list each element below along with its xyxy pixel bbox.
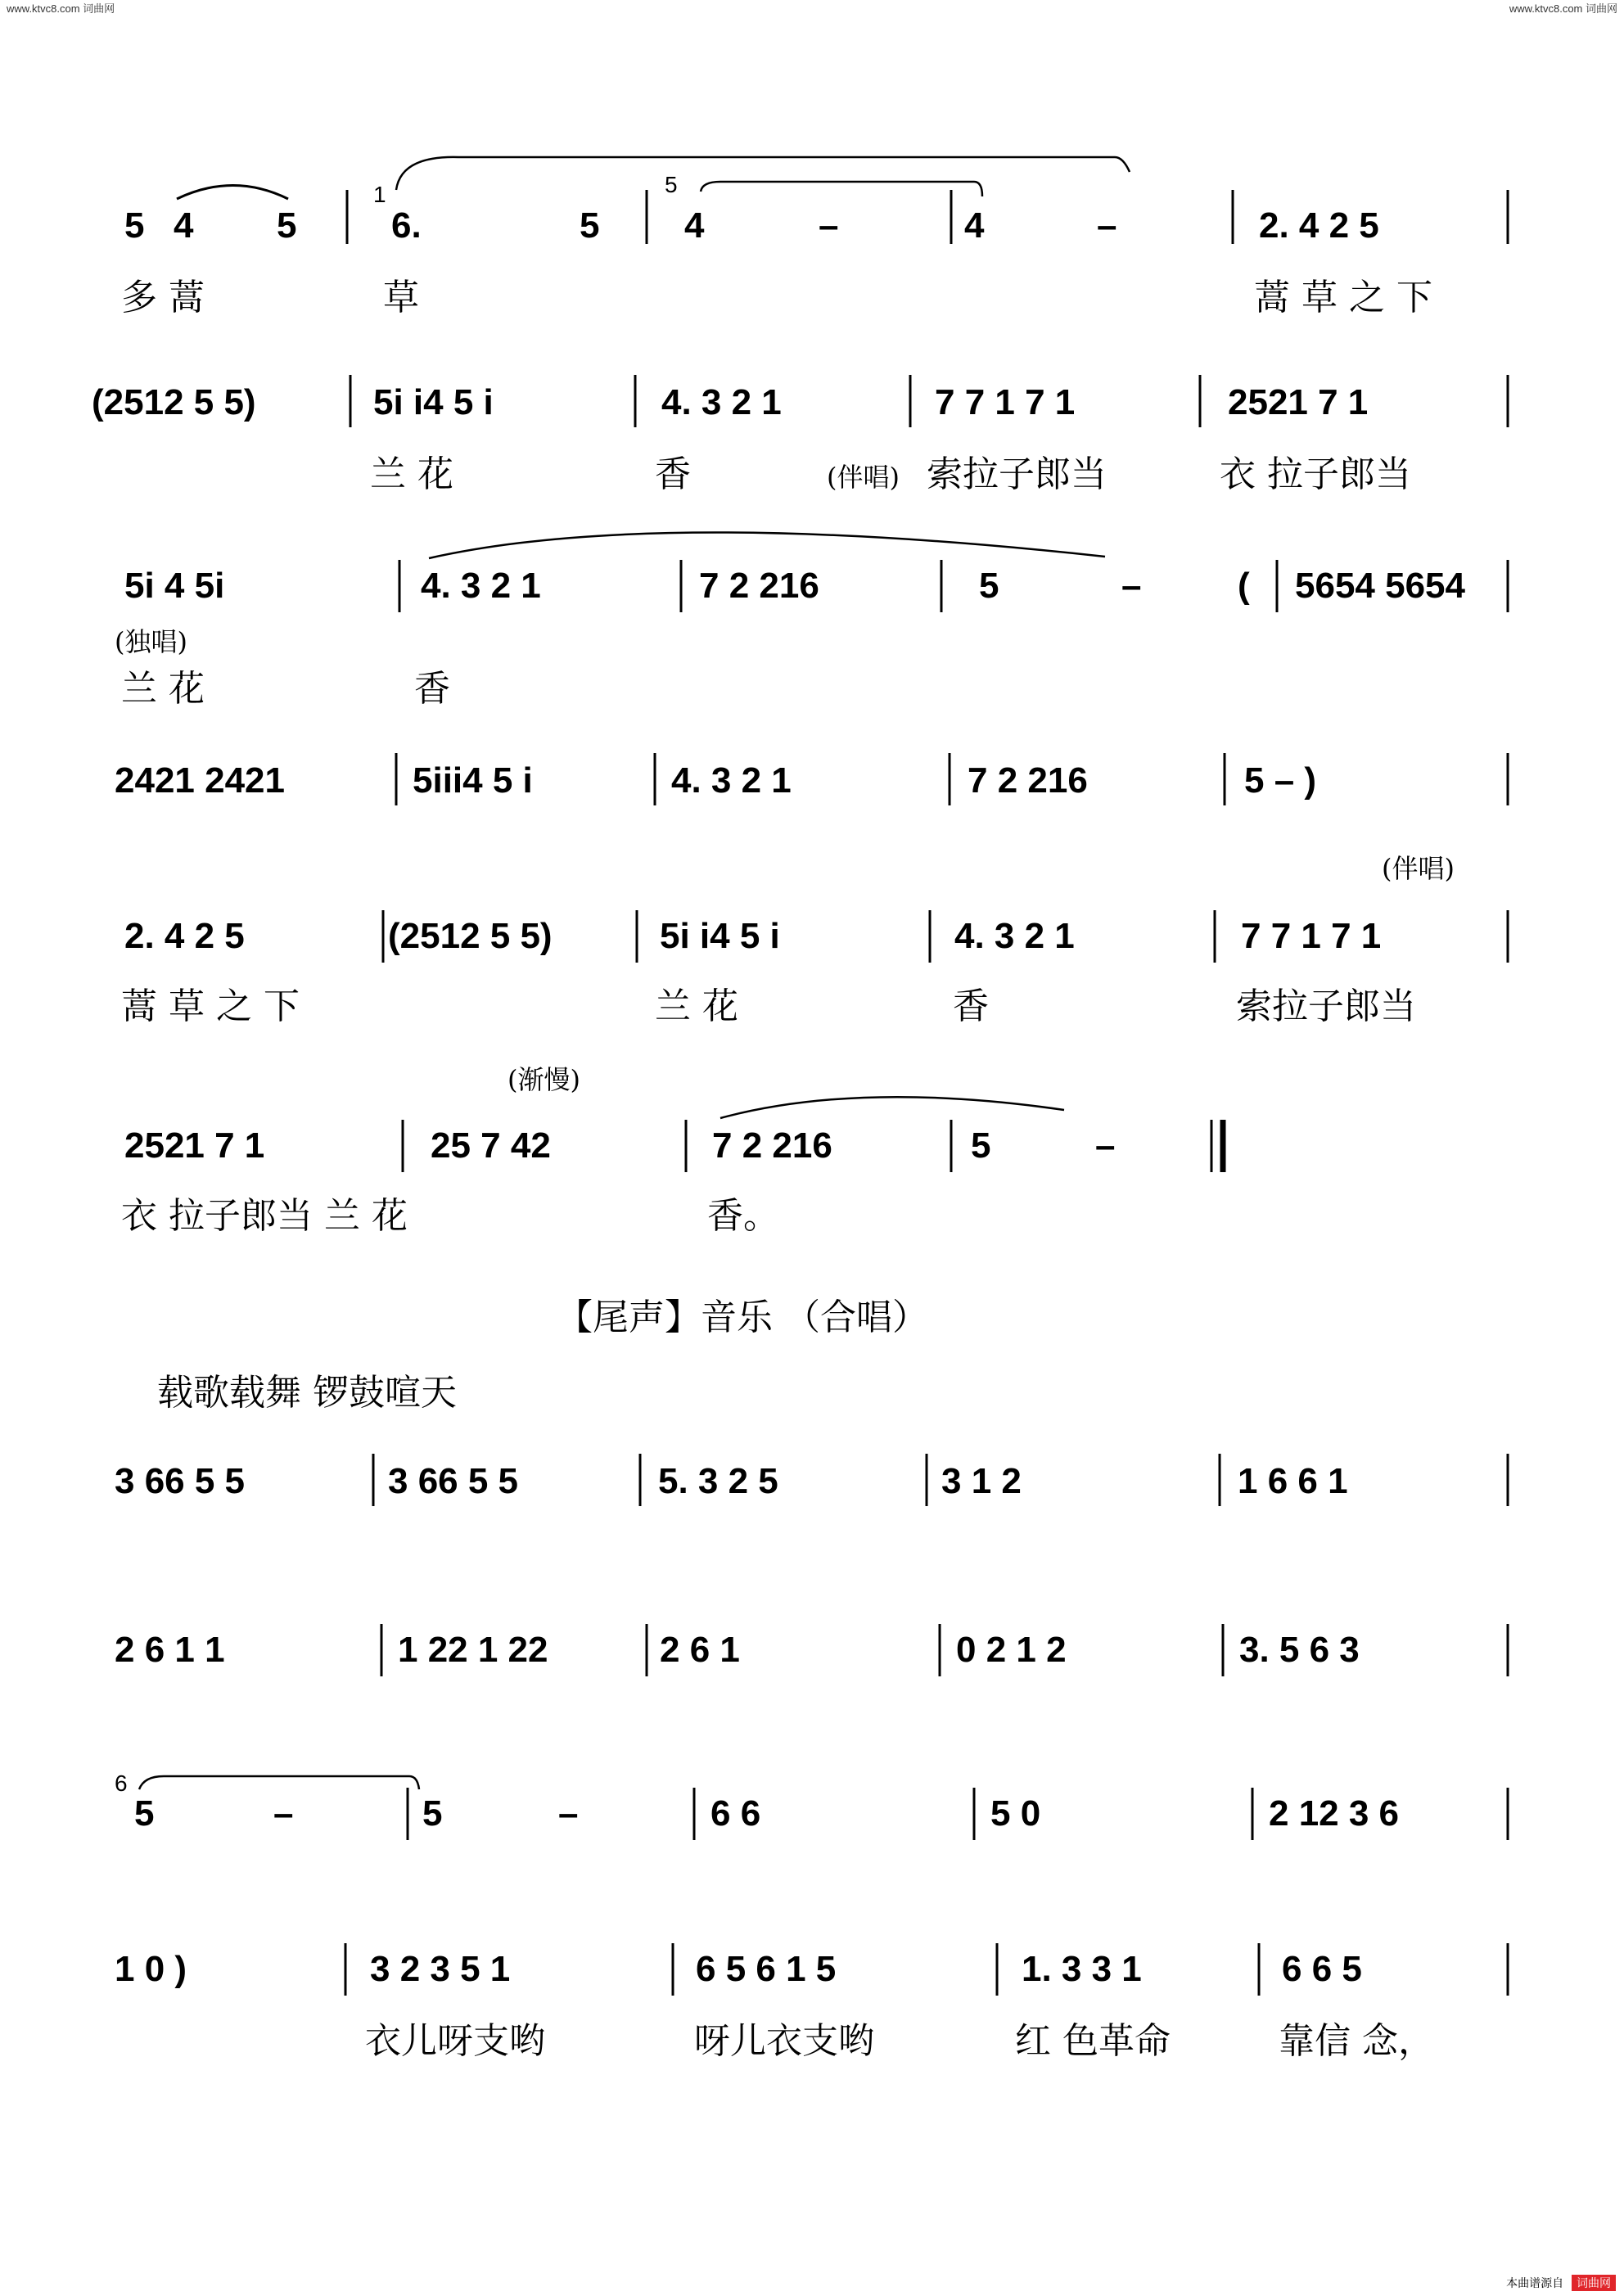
svg-text:香。: 香。 bbox=[707, 1195, 779, 1237]
svg-text:6: 6 bbox=[115, 1770, 128, 1796]
svg-text:2 12 3 6: 2 12 3 6 bbox=[1269, 1793, 1400, 1834]
svg-text:衣 拉子郎当 兰 花: 衣 拉子郎当 兰 花 bbox=[121, 1195, 408, 1237]
svg-text:2. 4 2 5: 2. 4 2 5 bbox=[1259, 205, 1379, 246]
svg-text:4: 4 bbox=[174, 205, 194, 246]
svg-text:2 6 1 1: 2 6 1 1 bbox=[115, 1630, 225, 1670]
svg-text:5654 5654: 5654 5654 bbox=[1295, 566, 1465, 606]
svg-text:兰 花: 兰 花 bbox=[655, 986, 738, 1027]
row-2 bbox=[92, 375, 1508, 495]
svg-text:25 7 42: 25 7 42 bbox=[431, 1125, 551, 1166]
svg-text:–: – bbox=[819, 205, 839, 246]
svg-text:香: 香 bbox=[655, 453, 691, 495]
header-left: www.ktvc8.com 词曲网 bbox=[7, 2, 115, 15]
svg-text:3 66 5 5: 3 66 5 5 bbox=[115, 1461, 246, 1501]
svg-text:呀儿衣支哟: 呀儿衣支哟 bbox=[694, 2020, 874, 2062]
svg-text:(2512 5 5): (2512 5 5) bbox=[388, 916, 553, 956]
row-6 bbox=[121, 1064, 1223, 1237]
row-9 bbox=[115, 1770, 1508, 1840]
row-7 bbox=[115, 1454, 1508, 1506]
svg-text:(: ( bbox=[1238, 566, 1250, 606]
svg-text:多 蒿: 多 蒿 bbox=[121, 277, 205, 318]
svg-text:4. 3 2 1: 4. 3 2 1 bbox=[421, 566, 541, 606]
svg-text:7 2 216: 7 2 216 bbox=[968, 760, 1088, 801]
svg-text:–: – bbox=[558, 1793, 579, 1834]
svg-text:–: – bbox=[1121, 566, 1142, 606]
svg-text:兰 花: 兰 花 bbox=[370, 453, 453, 495]
svg-text:2 6 1: 2 6 1 bbox=[660, 1630, 740, 1670]
svg-text:索拉子郎当: 索拉子郎当 bbox=[927, 453, 1107, 495]
svg-text:5 – ): 5 – ) bbox=[1244, 760, 1317, 801]
svg-text:草: 草 bbox=[383, 277, 419, 318]
svg-text:6 6 5: 6 6 5 bbox=[1282, 1949, 1362, 1989]
svg-text:5: 5 bbox=[979, 566, 999, 606]
svg-text:1. 3 3 1: 1. 3 3 1 bbox=[1022, 1949, 1142, 1989]
svg-text:5 0: 5 0 bbox=[990, 1793, 1041, 1834]
svg-text:5: 5 bbox=[971, 1125, 991, 1166]
svg-text:3. 5 6 3: 3. 5 6 3 bbox=[1239, 1630, 1360, 1670]
svg-text:3 2 3 5 1: 3 2 3 5 1 bbox=[370, 1949, 511, 1989]
svg-text:4. 3 2 1: 4. 3 2 1 bbox=[671, 760, 792, 801]
svg-text:4. 3 2 1: 4. 3 2 1 bbox=[954, 916, 1075, 956]
row-5 bbox=[121, 853, 1508, 1027]
svg-text:红 色革命: 红 色革命 bbox=[1015, 2020, 1171, 2062]
svg-text:5: 5 bbox=[580, 205, 600, 246]
svg-text:5: 5 bbox=[277, 205, 297, 246]
svg-text:2. 4 2 5: 2. 4 2 5 bbox=[124, 916, 245, 956]
svg-text:(伴唱): (伴唱) bbox=[827, 462, 900, 493]
svg-text:3 66 5 5: 3 66 5 5 bbox=[388, 1461, 519, 1501]
footer-source: 本曲谱源自 bbox=[1506, 2276, 1564, 2289]
header-right: www.ktvc8.com 词曲网 bbox=[1509, 2, 1617, 15]
svg-text:4: 4 bbox=[684, 205, 705, 246]
svg-text:香: 香 bbox=[414, 668, 450, 710]
svg-text:7 7 1 7 1: 7 7 1 7 1 bbox=[935, 382, 1076, 422]
svg-text:0 2 1 2: 0 2 1 2 bbox=[956, 1630, 1067, 1670]
svg-text:7 7 1 7 1: 7 7 1 7 1 bbox=[1241, 916, 1382, 956]
svg-text:衣儿呀支哟: 衣儿呀支哟 bbox=[365, 2020, 545, 2062]
svg-text:(伴唱): (伴唱) bbox=[1382, 853, 1455, 884]
svg-text:–: – bbox=[273, 1793, 294, 1834]
section-subtitle: 载歌载舞 锣鼓喧天 bbox=[157, 1372, 457, 1414]
section-title: 【尾声】音乐 （合唱） bbox=[557, 1297, 928, 1338]
svg-text:6 6: 6 6 bbox=[710, 1793, 761, 1834]
svg-text:香: 香 bbox=[953, 986, 989, 1027]
svg-text:5iii4 5 i: 5iii4 5 i bbox=[413, 760, 533, 801]
svg-text:7 2 216: 7 2 216 bbox=[712, 1125, 832, 1166]
svg-text:6 5 6 1 5: 6 5 6 1 5 bbox=[696, 1949, 837, 1989]
footer-brand[interactable]: 词曲网 bbox=[1572, 2275, 1616, 2291]
svg-text:5i i4 5 i: 5i i4 5 i bbox=[660, 916, 780, 956]
svg-text:6.: 6. bbox=[391, 205, 422, 246]
svg-text:(渐慢): (渐慢) bbox=[508, 1064, 580, 1095]
svg-text:4. 3 2 1: 4. 3 2 1 bbox=[661, 382, 782, 422]
svg-text:7 2 216: 7 2 216 bbox=[699, 566, 819, 606]
row-1 bbox=[121, 157, 1508, 318]
svg-text:5i i4 5 i: 5i i4 5 i bbox=[373, 382, 494, 422]
svg-text:5i 4 5i: 5i 4 5i bbox=[124, 566, 225, 606]
svg-text:靠信 念，: 靠信 念， bbox=[1279, 2020, 1434, 2062]
svg-text:–: – bbox=[1097, 205, 1117, 246]
svg-text:蒿 草 之 下: 蒿 草 之 下 bbox=[121, 986, 300, 1027]
svg-text:兰 花: 兰 花 bbox=[121, 668, 205, 710]
svg-text:1 6 6 1: 1 6 6 1 bbox=[1238, 1461, 1348, 1501]
svg-text:3 1 2: 3 1 2 bbox=[941, 1461, 1022, 1501]
row-3 bbox=[115, 532, 1508, 710]
svg-text:5: 5 bbox=[665, 172, 678, 197]
svg-text:1 22 1 22: 1 22 1 22 bbox=[398, 1630, 548, 1670]
row-10 bbox=[115, 1943, 1508, 2062]
svg-text:2421 2421: 2421 2421 bbox=[115, 760, 285, 801]
svg-text:5. 3 2 5: 5. 3 2 5 bbox=[658, 1461, 778, 1501]
svg-text:蒿 草 之 下: 蒿 草 之 下 bbox=[1254, 277, 1432, 318]
svg-text:索拉子郎当: 索拉子郎当 bbox=[1236, 986, 1416, 1027]
row-4 bbox=[115, 753, 1508, 805]
svg-text:5: 5 bbox=[124, 205, 145, 246]
svg-text:2521 7 1: 2521 7 1 bbox=[124, 1125, 265, 1166]
svg-text:(独唱): (独唱) bbox=[115, 626, 187, 657]
svg-text:(2512 5 5): (2512 5 5) bbox=[92, 382, 256, 422]
svg-text:4: 4 bbox=[964, 205, 985, 246]
row-8 bbox=[115, 1624, 1508, 1676]
svg-text:1: 1 bbox=[373, 182, 386, 207]
svg-text:5: 5 bbox=[422, 1793, 443, 1834]
svg-text:–: – bbox=[1095, 1125, 1116, 1166]
svg-text:衣 拉子郎当: 衣 拉子郎当 bbox=[1220, 453, 1411, 495]
svg-text:2521 7 1: 2521 7 1 bbox=[1228, 382, 1369, 422]
svg-text:5: 5 bbox=[134, 1793, 155, 1834]
svg-text:1 0 ): 1 0 ) bbox=[115, 1949, 187, 1989]
footer bbox=[1506, 2275, 1616, 2291]
